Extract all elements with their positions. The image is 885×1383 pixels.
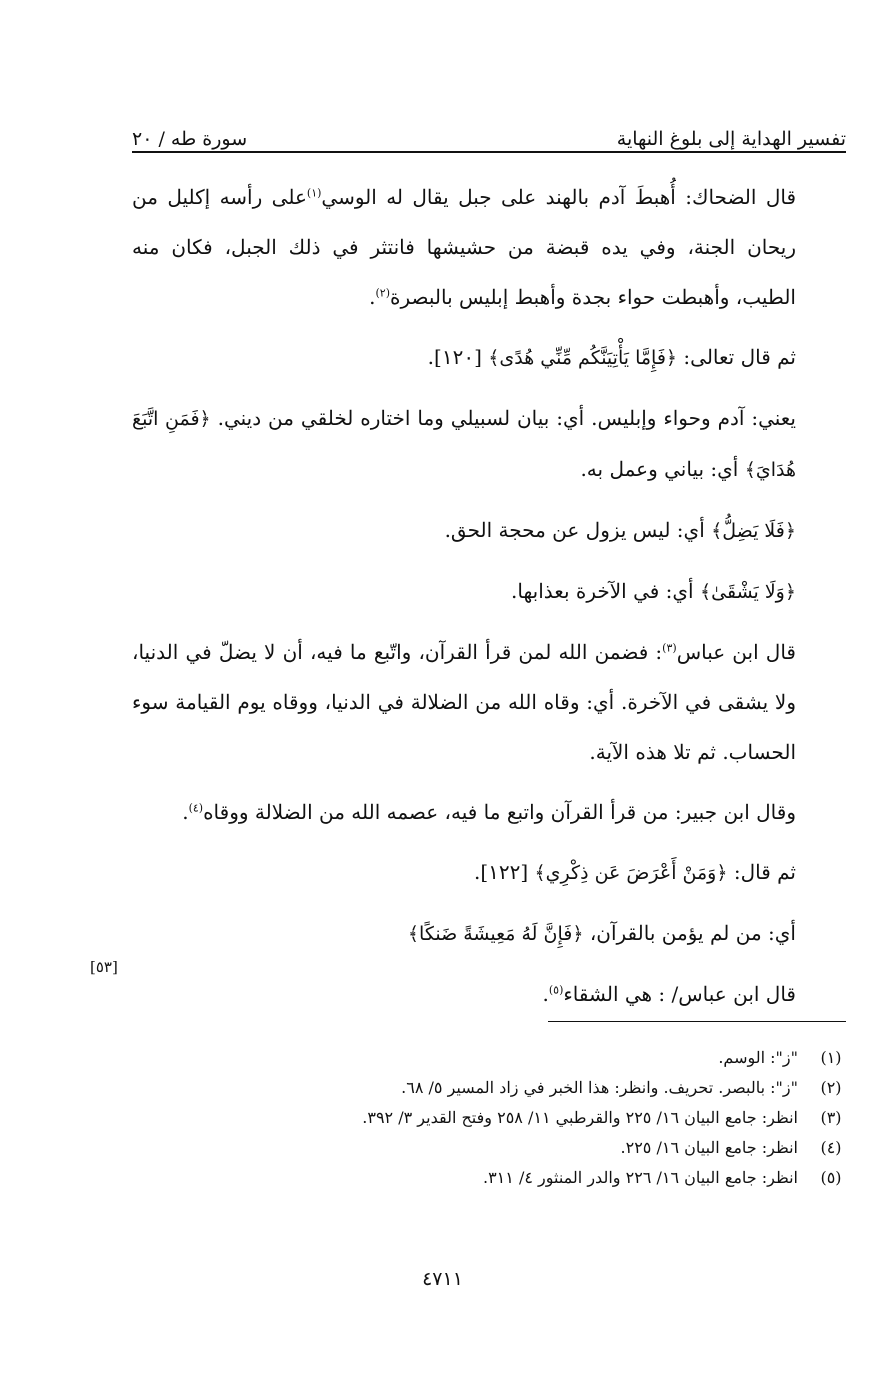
quran-verse: ﴿فَمَنِ اتَّبَعَ هُدَايَ﴾ [132, 408, 796, 481]
footnote-item [132, 1133, 846, 1162]
quran-verse: ﴿فَإِمَّا يَأْتِيَنَّكُم مِّنِّي هُدًى﴾ [488, 347, 678, 369]
footnote-ref-2: (٢) [375, 286, 390, 300]
paragraph-text: قال ابن عباس [676, 640, 796, 664]
paragraph-ibn-abbas [132, 627, 846, 777]
surah-reference: سورة طه / ٢٠ [132, 128, 248, 150]
paragraph-text: . [182, 800, 189, 824]
footnote-text: انظر: جامع البيان ١٦/ ٢٢٥. [620, 1138, 798, 1157]
paragraph-la-yadil [132, 505, 846, 556]
paragraph-text: أي: من لم يؤمن بالقرآن، [583, 921, 796, 945]
paragraph-text: أي: في الآخرة بعذابها. [511, 579, 700, 603]
footnotes-list [132, 1043, 846, 1193]
footnote-number: (٣) [820, 1108, 842, 1127]
paragraph-text: : فضمن الله لمن قرأ القرآن، واتّبع ما فيه، أن لا يضلّ في الدنيا، ولا يشقى في الآخرة. أي: وقاه الله من الضلالة في الدنيا، ووقاه يوم القيامة سوء الحساب. ثم تلا هذه الآية. [132, 640, 796, 764]
footnote-text: "ز": بالبصر. تحريف. وانظر: هذا الخبر في زاد المسير ٥/ ٦٨. [401, 1078, 798, 1097]
paragraph-dahhak [132, 172, 846, 322]
paragraph-la-yashqa [132, 566, 846, 617]
paragraph-text: قال الضحاك: أُهبطَ آدم بالهند على جبل يقال له الوسي [321, 185, 797, 209]
footnote-text: انظر: جامع البيان ١٦/ ٢٢٦ والدر المنثور ٤/ ٣١١. [482, 1168, 798, 1187]
header-rule [132, 151, 846, 153]
footnote-item [132, 1043, 846, 1072]
main-text [132, 172, 846, 1029]
footnote-number: (٢) [820, 1078, 842, 1097]
paragraph-text: أي: ليس يزول عن محجة الحق. [444, 518, 712, 542]
footnote-number: (٤) [820, 1138, 842, 1157]
paragraph-text: ثم قال تعالى: [677, 345, 796, 369]
paragraph-maisha-danka [132, 908, 846, 959]
footnote-item [132, 1073, 846, 1102]
paragraph-text: . [542, 982, 549, 1006]
running-header [132, 110, 846, 150]
footnote-number: (١) [820, 1048, 842, 1067]
quran-verse: ﴿فَلَا يَضِلُّ﴾ [711, 520, 796, 542]
manuscript-folio-marker: [٥٣] [90, 958, 118, 976]
book-title: تفسير الهداية إلى بلوغ النهاية [616, 128, 846, 150]
quran-verse: ﴿وَلَا يَشْقَىٰ﴾ [699, 581, 796, 603]
paragraph-text: قال ابن عباس/ : هي الشقاء [563, 982, 796, 1006]
footnote-item [132, 1163, 846, 1192]
page-number: ٤٧١١ [422, 1268, 463, 1290]
paragraph-text: وقال ابن جبير: من قرأ القرآن واتبع ما فيه، عصمه الله من الضلالة ووقاه [203, 800, 796, 824]
footnote-ref-4: (٤) [188, 801, 204, 815]
verse-number: [١٢٢]. [473, 860, 535, 884]
paragraph-shaqa [132, 969, 846, 1019]
quran-verse: ﴿وَمَنْ أَعْرَضَ عَن ذِكْرِي﴾ [534, 862, 728, 884]
footnote-text: "ز": الوسم. [718, 1048, 798, 1067]
paragraph-ibn-jubayr [132, 787, 846, 837]
paragraph-text: أي: بياني وعمل به. [580, 457, 745, 481]
footnote-ref-3: (٣) [662, 641, 677, 655]
footnote-item [132, 1103, 846, 1132]
footnote-ref-5: (٥) [548, 983, 564, 997]
paragraph-text: . [369, 285, 376, 309]
paragraph-text: على رأسه إكليل من ريحان الجنة، وفي يده قبضة من حشيشها فانتثر في ذلك الجبل، فكان منه الطيب، وأهبطت حواء بجدة وأهبط إبليس بالبصرة [132, 185, 796, 309]
paragraph-verse-122 [132, 847, 846, 898]
footnote-number: (٥) [820, 1168, 842, 1187]
paragraph-text: ثم قال: [727, 860, 796, 884]
footnote-text: انظر: جامع البيان ١٦/ ٢٢٥ والقرطبي ١١/ ٢٥٨ وفتح القدير ٣/ ٣٩٢. [362, 1108, 798, 1127]
paragraph-explanation [132, 393, 846, 495]
footnote-rule [548, 1021, 846, 1022]
quran-verse: ﴿فَإِنَّ لَهُ مَعِيشَةً ضَنكًا﴾ [407, 923, 584, 945]
verse-number: [١٢٠]. [427, 345, 489, 369]
footnote-ref-1: (١) [306, 186, 322, 200]
paragraph-text: يعني: آدم وحواء وإبليس. أي: بيان لسبيلي وما اختاره لخلقي من ديني. [210, 406, 796, 430]
paragraph-verse-120 [132, 332, 846, 383]
